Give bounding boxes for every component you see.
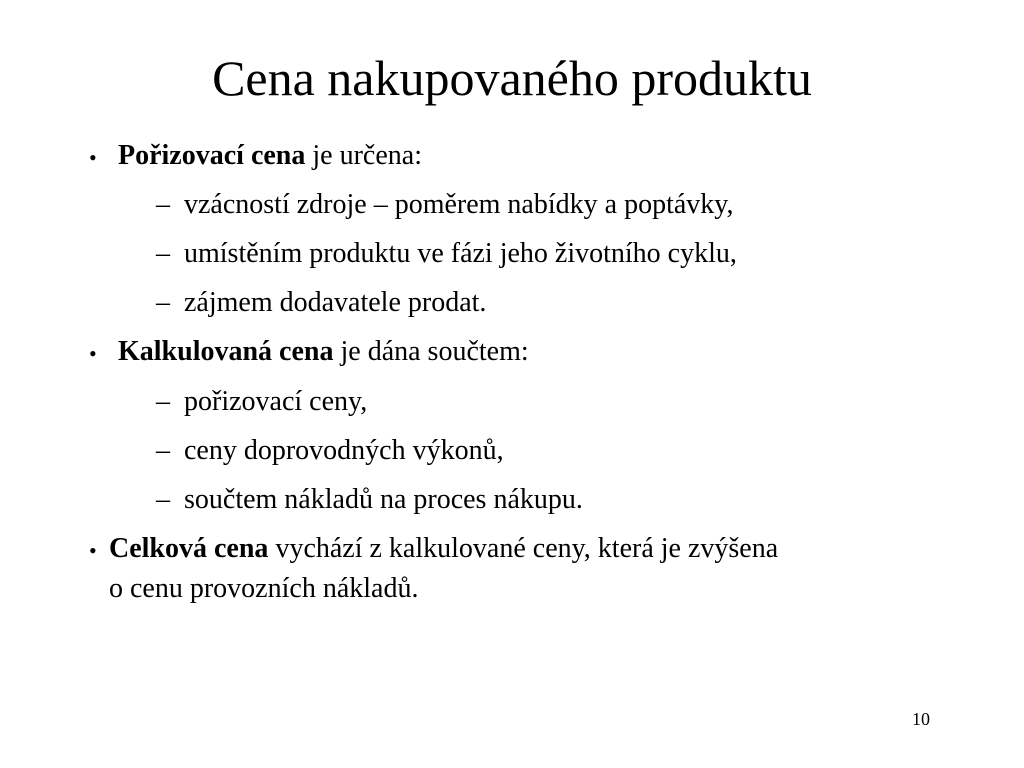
- sub-item: ceny doprovodných výkonů,: [184, 435, 504, 466]
- sub-item: pořizovací ceny,: [184, 386, 368, 417]
- slide-title: Cena nakupovaného produktu: [212, 50, 812, 106]
- sub-item: vzácností zdroje – poměrem nabídky a poptávky,: [184, 189, 734, 220]
- dash-icon: –: [156, 189, 170, 220]
- dash-icon: –: [156, 435, 170, 466]
- bullet-icon: •: [89, 538, 97, 563]
- term-calculated-price: Kalkulovaná cena: [118, 336, 334, 367]
- sub-item: umístěním produktu ve fázi jeho životního cyklu,: [184, 238, 737, 269]
- bullet-continuation: o cenu provozních nákladů.: [109, 573, 419, 604]
- dash-icon: –: [156, 287, 170, 318]
- bullet-item-purchase-price: [118, 139, 422, 173]
- sub-item: zájmem dodavatele prodat.: [184, 287, 487, 318]
- term-total-price: Celková cena: [109, 533, 269, 564]
- sub-item: součtem nákladů na proces nákupu.: [184, 484, 583, 515]
- bullet-text: je dána součtem:: [333, 336, 529, 367]
- term-purchase-price: Pořizovací cena: [118, 140, 306, 171]
- page-number: 10: [912, 709, 930, 729]
- dash-icon: –: [156, 484, 170, 515]
- bullet-icon: •: [89, 145, 97, 170]
- dash-icon: –: [156, 238, 170, 269]
- bullet-text: je určena:: [305, 140, 422, 171]
- dash-icon: –: [156, 386, 170, 417]
- bullet-item-total-price: [109, 532, 778, 566]
- bullet-icon: •: [89, 341, 97, 366]
- bullet-text: vychází z kalkulované ceny, která je zvýšena: [268, 533, 779, 564]
- bullet-item-calculated-price: [118, 335, 529, 369]
